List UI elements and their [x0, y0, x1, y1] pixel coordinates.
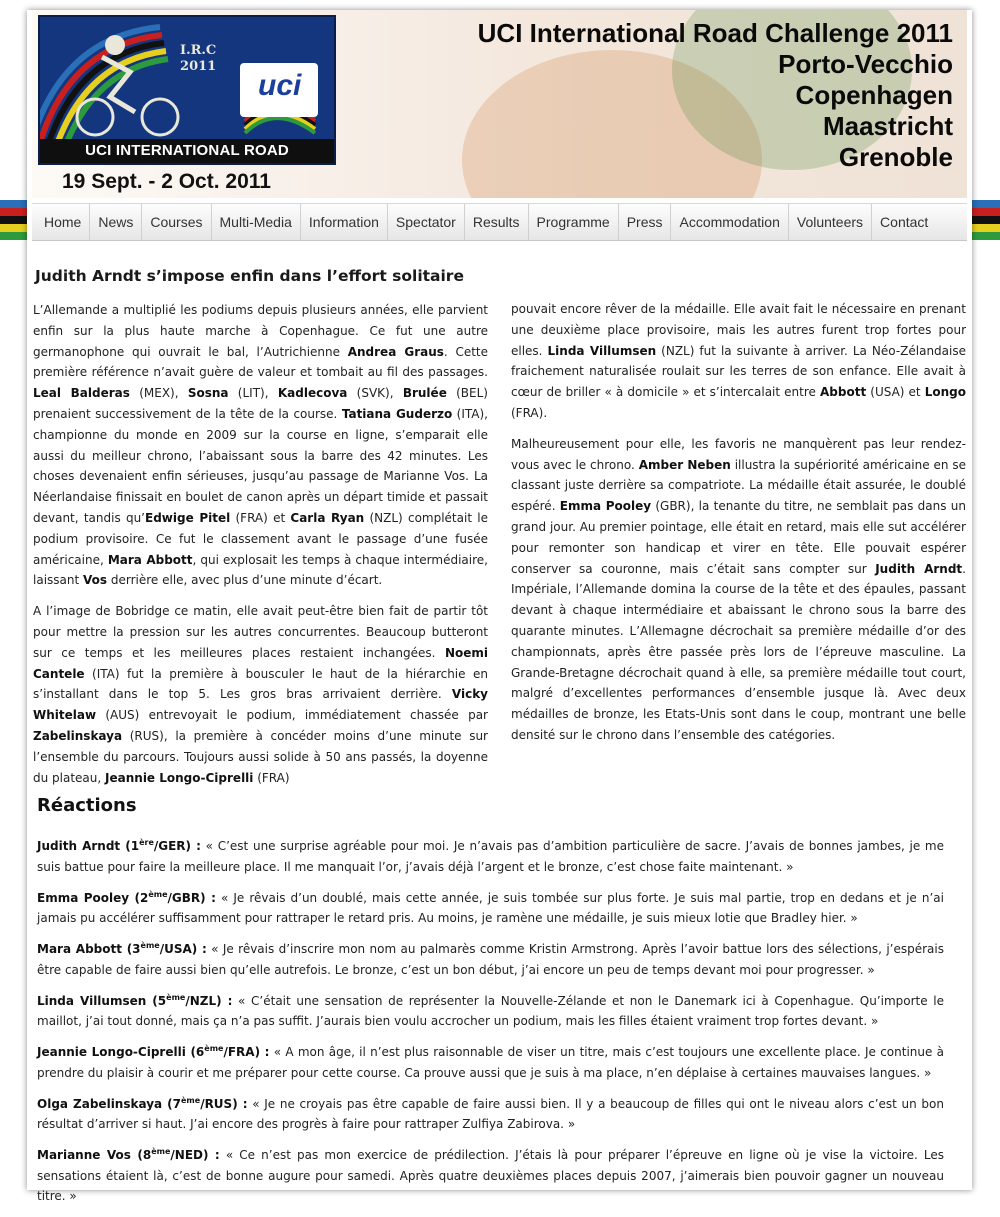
article-paragraph: A l’image de Bobridge ce matin, elle avait peut-être bien fait de partir tôt pour mettre la pression sur les autres concurrentes. Beaucoup butteront sur ce temps et les meilleures places restaient inchangées. Noemi Cantele (ITA) fut la première à bousculer le haut de la hiérarchie en s’installant dans le top 5. Les gros bras arrivaient derrière. Vicky Whitelaw (AUS) entrevoyait le podium, immédiatement chassée par Zabelinskaya (RUS), la première à concéder moins d’une minute sur l’ensemble du parcours. Toujours aussi solide à 50 ans passés, la doyenne du plateau, Jeannie Longo-Ciprelli (FRA)	[33, 604, 488, 785]
logo-banner: UCI INTERNATIONAL ROAD	[40, 139, 334, 163]
logo-year: 2011	[180, 59, 217, 74]
nav-spectator[interactable]: Spectator	[388, 204, 465, 240]
nav-courses[interactable]: Courses	[142, 204, 211, 240]
reactions-heading: Réactions	[37, 795, 137, 816]
page-container	[27, 10, 972, 1203]
site-header	[32, 10, 967, 198]
article-title: Judith Arndt s’impose enfin dans l’effort solitaire	[35, 267, 464, 285]
host-city: Porto-Vecchio	[778, 49, 953, 79]
nav-press[interactable]: Press	[619, 204, 672, 240]
nav-results[interactable]: Results	[465, 204, 529, 240]
nav-accommodation[interactable]: Accommodation	[671, 204, 788, 240]
reaction-item: Linda Villumsen (5ème/NZL) : « C’était une sensation de représenter la Nouvelle-Zélande et non le Danemark ici à Copenhague. Qu’importe le maillot, j’ai tout donné, mais ça n’a pas suffit. J’aurais bien voulu accrocher un podium, mais les filles étaient vraiment trop fortes devant. »	[37, 992, 945, 1028]
nav-volunteers[interactable]: Volunteers	[789, 204, 872, 240]
event-dates: 19 Sept. - 2 Oct. 2011	[62, 170, 271, 193]
host-city: Maastricht	[822, 111, 953, 141]
site-logo[interactable]	[38, 15, 336, 165]
uci-logo	[240, 63, 318, 117]
article-paragraph: pouvait encore rêver de la médaille. Elle avait fait le nécessaire en prenant une deuxième place provisoire, mais les autres furent trop fortes pour elles. Linda Villumsen (NZL) fut la suivante à arriver. La Néo-Zélandaise fraichement naturalisée roulait sur les terres de son enfance. Elle avait à cœur de briller « à domicile » et s’intercalait entre Abbott (USA) et Longo (FRA).	[511, 302, 967, 420]
logo-irc-label: I.R.C	[180, 43, 217, 58]
nav-contact[interactable]: Contact	[880, 214, 929, 230]
article-column-left	[33, 300, 488, 798]
main-nav	[32, 203, 967, 241]
reaction-item: Marianne Vos (8ème/NED) : « Ce n’est pas mon exercice de prédilection. J’étais là pour préparer l’épreuve en ligne où je vise la victoire. Les sensations étaient là, c’est de bonne augure pour samedi. Après quatre deuxièmes places depuis 2007, j’aimerais bien pouvoir gagner un nouveau titre. »	[37, 1147, 944, 1203]
reaction-item: Judith Arndt (1ère/GER) : « C’est une surprise agréable pour moi. Je n’avais pas d’ambition particulière de sacre. J’avais de bonnes jambes, je me suis battue pour faire la meilleure place. Il me manquait l’or, j’avais déjà l’argent et le bronze, c’est chose faite maintenant. »	[37, 838, 944, 874]
nav-home[interactable]: Home	[36, 204, 90, 240]
reaction-item: Mara Abbott (3ème/USA) : « Je rêvais d’inscrire mon nom au palmarès comme Kristin Armstrong. Après l’avoir battue lors des sélections, j’espérais être capable de faire aussi bien qu’elle autrefois. Le bronze, c’est un bon début, j’ai encore un peu de temps devant moi pour progresser. »	[37, 941, 944, 977]
nav-multi-media[interactable]: Multi-Media	[212, 204, 301, 240]
reaction-item: Olga Zabelinskaya (7ème/RUS) : « Je ne croyais pas être capable de faire aussi bien. Il y a beaucoup de filles qui ont le niveau alors c’est un bon résultat d’arriver si haut. J’ai encore des progrès à faire pour rattraper Zulfiya Zabirova. »	[37, 1095, 944, 1131]
nav-information[interactable]: Information	[301, 204, 388, 240]
host-city: Copenhagen	[795, 80, 953, 110]
reaction-item: Emma Pooley (2ème/GBR) : « Je rêvais d’un doublé, mais cette année, je suis tombée sur plus forte. Je suis mal partie, trop en dedans et je n’ai jamais pu accélérer suffisamment pour rattraper le retard pris. Au moins, je ramène une médaille, je suis mieux lotie que Bradley hier. »	[37, 889, 944, 925]
header-titles	[478, 18, 953, 173]
uci-logo-text: uci	[258, 69, 302, 102]
article-paragraph: L’Allemande a multiplié les podiums depuis plusieurs années, elle parvient enfin sur la plus haute marche à Copenhague. Ce fut une autre germanophone qui ouvrait le bal, l’Autrichienne Andrea Graus. Cette première référence n’avait guère de valeur et tombait au fil des passages. Leal Balderas (MEX), Sosna (LIT), Kadlecova (SVK), Brulée (BEL) prenaient successivement de la tête de la course. Tatiana Guderzo (ITA), championne du monde en 2009 sur la course en ligne, s’emparait elle aussi du meilleur chrono, l’abaissant sous la barre des 42 minutes. Les choses devenaient enfin sérieuses, jusqu’au passage de Marianne Vos. La Néerlandaise finissait en boulet de canon après un départ timide et passait devant, tandis qu’Edwige Pitel (FRA) et Carla Ryan (NZL) complétait le podium provisoire. Ce fut le classement avant le passage d’une fusée américaine, Mara Abbott, qui explosait les temps à chaque intermédiaire, laissant Vos derrière elle, avec plus d’une minute d’écart.	[33, 303, 489, 588]
logo-irc-text	[180, 43, 216, 75]
reactions-list	[37, 836, 944, 1217]
reaction-item: Jeannie Longo-Ciprelli (6ème/FRA) : « A mon âge, il n’est plus raisonnable de viser un titre, mais c’est toujours une excellente place. Je continue à prendre du plaisir à courir et me préparer pour cette course. Ca prouve aussi que je suis à ma place, n’en déplaise à certaines mauvaises langues. »	[37, 1044, 944, 1080]
article-paragraph: Malheureusement pour elle, les favoris ne manquèrent pas leur rendez-vous avec le chrono. Amber Neben illustra la supériorité américaine en se classant juste derrière sa compatriote. La médaille était assurée, le doublé espéré. Emma Pooley (GBR), la tenante du titre, ne semblait pas dans un grand jour. Au premier pointage, elle était en retard, mais elle sut accélérer pour remonter son handicap et virer en tête. Elle pouvait espérer conserver sa couronne, mais c’était sans compter sur Judith Arndt. Impériale, l’Allemande domina la course de la tête et des épaules, passant devant à chaque intermédiaire et abaissant le chrono sous la barre des quarante minutes. L’Allemagne décrochait sa première médaille d’or des championnats, après être passée près lors de l’épreuve masculine. La Grande-Bretagne décrochait quand à elle, sa première médaille tout court, malgré d’excellentes performances d’ensemble jusque là. Avec deux médailles de bronze, les Etats-Unis sont dans le coup, montrant une belle densité sur le chrono dans l’ensemble des catégories.	[511, 436, 966, 742]
nav-news[interactable]: News	[90, 204, 142, 240]
event-title: UCI International Road Challenge 2011	[477, 18, 953, 48]
host-city: Grenoble	[838, 142, 953, 172]
article-column-right	[511, 299, 966, 756]
nav-programme[interactable]: Programme	[529, 204, 619, 240]
